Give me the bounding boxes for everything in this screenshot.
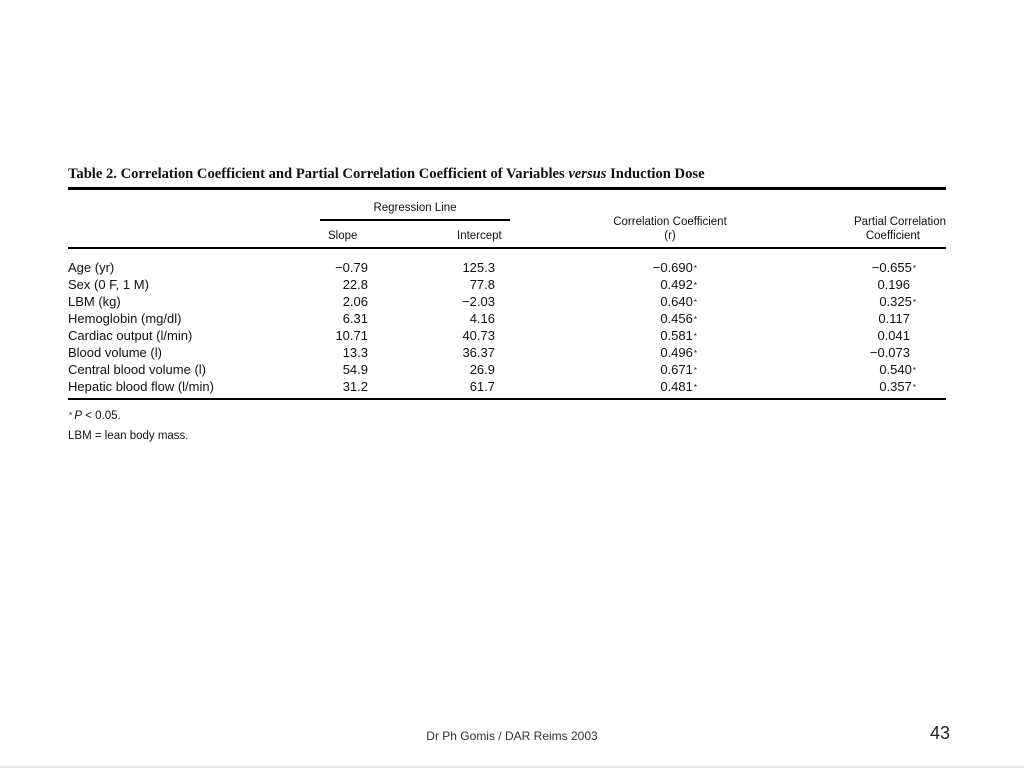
significance-marker: * (693, 332, 697, 341)
slope-cell: −0.79 (335, 260, 368, 275)
header-slope: Slope (328, 230, 358, 242)
significance-marker: * (693, 298, 697, 307)
correlation-cell: 0.456* (660, 311, 697, 326)
row-label: Age (yr) (68, 260, 115, 275)
row-label: Hemoglobin (mg/dl) (68, 311, 182, 326)
correlation-cell: −0.690* (652, 260, 697, 275)
slope-column (308, 259, 368, 395)
correlation-cell: 0.496* (660, 345, 697, 360)
slope-cell: 10.71 (335, 328, 368, 343)
partial-cell: 0.540* (879, 362, 916, 377)
partial-correlation-column (840, 259, 916, 395)
significance-marker: * (693, 383, 697, 392)
row-label: LBM (kg) (68, 294, 121, 309)
slope-cell: 2.06 (342, 294, 368, 309)
intercept-cell: −2.03 (462, 294, 495, 309)
header-correlation: Correlation Coefficient (r) (613, 216, 727, 242)
partial-cell: 0.196 (877, 277, 910, 292)
footer-credit: Dr Ph Gomis / DAR Reims 2003 (426, 729, 598, 743)
significance-marker: * (693, 366, 697, 375)
table-title-italic: versus (568, 166, 607, 182)
intercept-cell: 125.3 (462, 260, 495, 275)
intercept-cell: 77.8 (469, 277, 495, 292)
row-label: Blood volume (l) (68, 345, 162, 360)
table-title: Table 2. Correlation Coefficient and Partial Correlation Coefficient of Variables versus Induction Dose (68, 166, 705, 182)
table-header-rule (68, 247, 946, 249)
intercept-cell: 36.37 (462, 345, 495, 360)
partial-cell: 0.325* (879, 294, 916, 309)
significance-marker: * (912, 264, 916, 273)
row-label: Sex (0 F, 1 M) (68, 277, 149, 292)
correlation-cell: 0.481* (660, 379, 697, 394)
correlation-cell: 0.671* (660, 362, 697, 377)
page-number: 43 (930, 723, 951, 743)
partial-cell: −0.655* (871, 260, 916, 275)
header-intercept: Intercept (457, 230, 502, 242)
correlation-cell: 0.492* (660, 277, 697, 292)
table-bottom-rule (68, 398, 946, 400)
intercept-cell: 4.16 (469, 311, 495, 326)
row-label: Cardiac output (l/min) (68, 328, 193, 343)
significance-marker: * (693, 349, 697, 358)
significance-marker: * (912, 366, 916, 375)
partial-cell: −0.073 (869, 345, 910, 360)
slope-cell: 31.2 (342, 379, 368, 394)
row-label: Hepatic blood flow (l/min) (68, 379, 214, 394)
correlation-cell: 0.640* (660, 294, 697, 309)
intercept-cell: 61.7 (469, 379, 495, 394)
significance-marker: * (693, 281, 697, 290)
header-partial-correlation: Partial Correlation Coefficient (853, 216, 946, 242)
intercept-column (440, 259, 495, 395)
correlation-column (625, 259, 697, 395)
significance-marker: * (912, 298, 916, 307)
row-labels-column (68, 259, 214, 395)
slope-cell: 13.3 (342, 345, 368, 360)
intercept-cell: 40.73 (462, 328, 495, 343)
table-top-rule (68, 187, 946, 190)
partial-cell: 0.117 (878, 311, 910, 326)
footnote-significance: * P < 0.05. (69, 410, 121, 422)
footnote-lbm: LBM = lean body mass. (68, 430, 189, 442)
slope-cell: 22.8 (342, 277, 368, 292)
header-regression-line: Regression Line (373, 202, 457, 214)
correlation-cell: 0.581* (660, 328, 697, 343)
significance-marker: * (693, 264, 697, 273)
significance-marker: * (912, 383, 916, 392)
regression-span-rule (320, 219, 510, 221)
partial-cell: 0.041 (877, 328, 910, 343)
slope-cell: 54.9 (342, 362, 368, 377)
row-label: Central blood volume (l) (68, 362, 207, 377)
slope-cell: 6.31 (342, 311, 368, 326)
significance-marker: * (693, 315, 697, 324)
partial-cell: 0.357* (879, 379, 916, 394)
intercept-cell: 26.9 (469, 362, 495, 377)
